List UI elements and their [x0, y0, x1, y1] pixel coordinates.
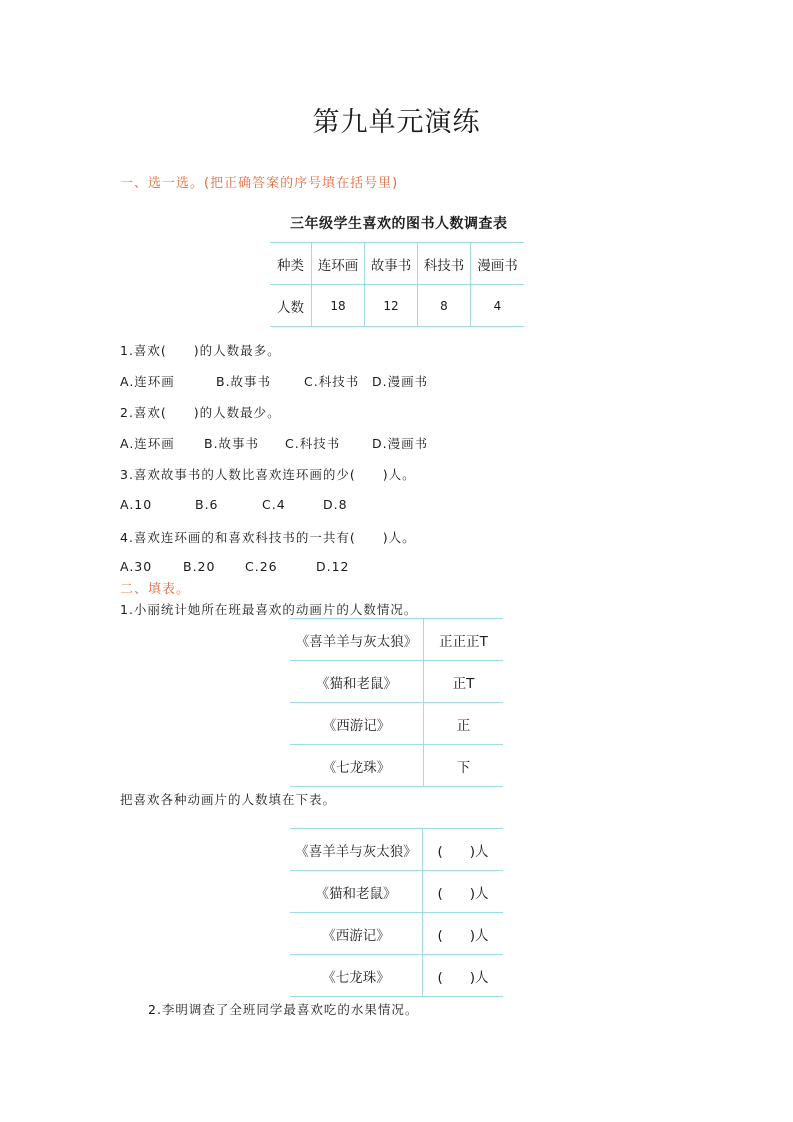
table-row: [290, 745, 503, 787]
table-row: [270, 285, 524, 327]
fill-table: [290, 828, 503, 997]
tally-mark: 正正正T: [424, 619, 504, 661]
page-title: 第九单元演练: [312, 107, 481, 138]
answer-blank[interactable]: ( )人: [423, 829, 504, 871]
survey-table-title: 三年级学生喜欢的图书人数调查表: [290, 216, 508, 232]
option-a: A.30: [120, 559, 153, 574]
table-cell: 12: [365, 285, 418, 327]
option-a: A.连环画: [120, 436, 175, 451]
table-cell: 连环画: [312, 243, 365, 285]
table-cell: 人数: [270, 285, 312, 327]
table-cell: 种类: [270, 243, 312, 285]
table-cell: 《西游记》: [290, 703, 424, 745]
option-b: B.20: [183, 559, 216, 574]
book-survey-table: [270, 242, 524, 327]
table-cell: 科技书: [418, 243, 471, 285]
answer-blank[interactable]: ( )人: [423, 871, 504, 913]
answer-blank[interactable]: ( )人: [423, 913, 504, 955]
tally-table: [290, 618, 503, 787]
table-cell: 4: [471, 285, 525, 327]
option-c: C.科技书: [285, 436, 341, 451]
table-cell: 《七龙珠》: [290, 745, 424, 787]
table-row: [290, 955, 503, 997]
option-b: B.6: [195, 497, 219, 512]
option-a: A.10: [120, 497, 153, 512]
table-cell: 18: [312, 285, 365, 327]
tally-mark: 正: [424, 703, 504, 745]
option-b: B.故事书: [216, 374, 272, 389]
table-row: [290, 913, 503, 955]
table-cell: 漫画书: [471, 243, 525, 285]
section-1-heading: 一、选一选。(把正确答案的序号填在括号里): [120, 176, 399, 191]
question-2-1: 1.小丽统计她所在班最喜欢的动画片的人数情况。: [120, 602, 418, 617]
table-row: [290, 619, 503, 661]
question-4: 4.喜欢连环画的和喜欢科技书的一共有( )人。: [120, 530, 416, 545]
tally-mark: 正T: [424, 661, 504, 703]
option-c: C.26: [245, 559, 278, 574]
option-c: C.4: [262, 497, 286, 512]
option-d: D.12: [316, 559, 350, 574]
option-c: C.科技书: [304, 374, 360, 389]
table-cell: 故事书: [365, 243, 418, 285]
fill-instruction: 把喜欢各种动画片的人数填在下表。: [120, 792, 337, 807]
option-b: B.故事书: [204, 436, 260, 451]
question-2-2: 2.李明调查了全班同学最喜欢吃的水果情况。: [148, 1002, 419, 1017]
question-2: 2.喜欢( )的人数最少。: [120, 405, 281, 420]
table-cell: 8: [418, 285, 471, 327]
option-d: D.8: [323, 497, 348, 512]
question-3: 3.喜欢故事书的人数比喜欢连环画的少( )人。: [120, 467, 416, 482]
table-row: [290, 661, 503, 703]
table-cell: 《七龙珠》: [290, 955, 423, 997]
option-d: D.漫画书: [372, 436, 429, 451]
option-a: A.连环画: [120, 374, 175, 389]
table-row: [290, 829, 503, 871]
table-cell: 《喜羊羊与灰太狼》: [290, 619, 424, 661]
table-cell: 《西游记》: [290, 913, 423, 955]
table-row: [290, 703, 503, 745]
option-d: D.漫画书: [372, 374, 429, 389]
section-2-heading: 二、填表。: [120, 582, 191, 597]
question-1: 1.喜欢( )的人数最多。: [120, 343, 281, 358]
table-row: [290, 871, 503, 913]
table-cell: 《猫和老鼠》: [290, 871, 423, 913]
tally-mark: 下: [424, 745, 504, 787]
table-row: [270, 243, 524, 285]
table-cell: 《喜羊羊与灰太狼》: [290, 829, 423, 871]
answer-blank[interactable]: ( )人: [423, 955, 504, 997]
table-cell: 《猫和老鼠》: [290, 661, 424, 703]
